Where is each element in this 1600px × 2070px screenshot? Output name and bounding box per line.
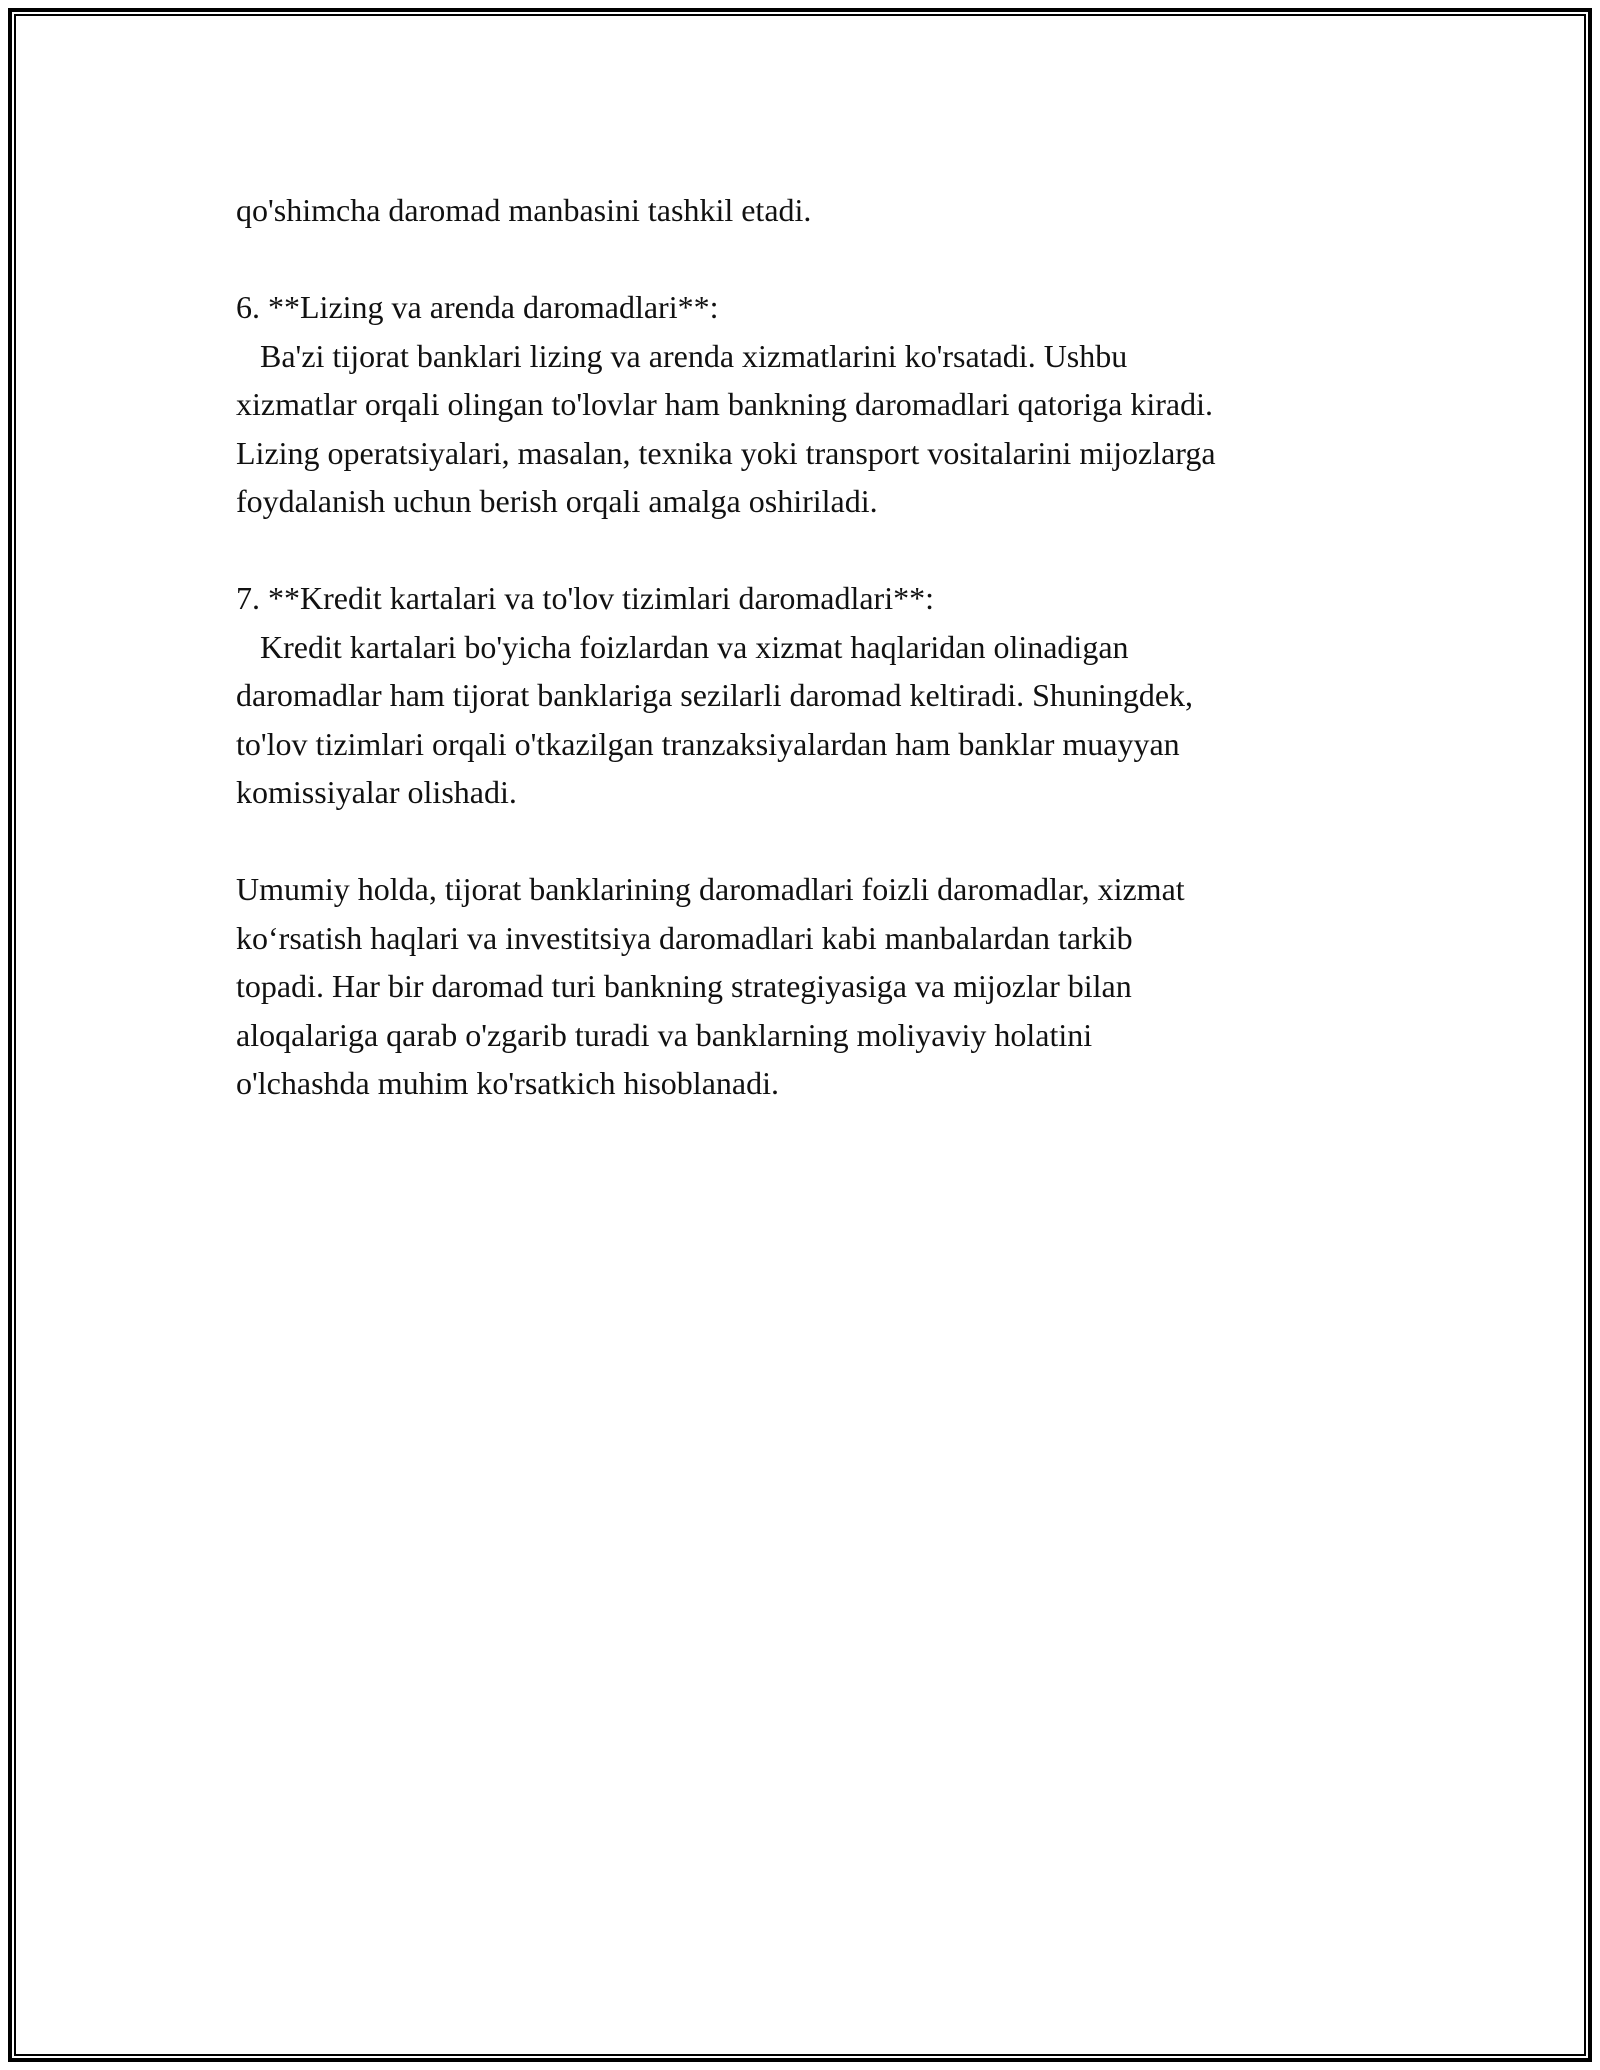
conclusion-paragraph	[236, 865, 1386, 1108]
paragraph-line: xizmatlar orqali olingan to'lovlar ham bankning daromadlari qatoriga kiradi.	[236, 386, 1214, 422]
paragraph-gap	[236, 817, 1386, 866]
paragraph-line: foydalanish uchun berish orqali amalga oshiriladi.	[236, 483, 878, 519]
paragraph-line: komissiyalar olishadi.	[236, 774, 517, 810]
paragraph-line: topadi. Har bir daromad turi bankning strategiyasiga va mijozlar bilan	[236, 968, 1132, 1004]
paragraph-line: Ba'zi tijorat banklari lizing va arenda xizmatlarini ko'rsatadi. Ushbu	[236, 337, 1128, 374]
paragraph-line: Lizing operatsiyalari, masalan, texnika yoki transport vositalarini mijozlarga	[236, 434, 1216, 471]
paragraph-gap	[236, 235, 1386, 284]
section-6	[236, 283, 1386, 526]
intro-paragraph	[236, 186, 1386, 235]
paragraph-line: qo'shimcha daromad manbasini tashkil etadi.	[236, 192, 812, 228]
paragraph-line: ko‘rsatish haqlari va investitsiya daromadlari kabi manbalardan tarkib	[236, 919, 1133, 956]
paragraph-line: aloqalariga qarab o'zgarib turadi va banklarning moliyaviy holatini	[236, 1016, 1093, 1053]
section-6-heading: 6. **Lizing va arenda daromadlari**:	[236, 289, 719, 325]
section-7-heading: 7. **Kredit kartalari va to'lov tizimlari daromadlari**:	[236, 580, 934, 616]
paragraph-line: Umumiy holda, tijorat banklarining daromadlari foizli daromadlar, xizmat	[236, 871, 1185, 907]
paragraph-gap	[236, 526, 1386, 575]
paragraph-line: daromadlar ham tijorat banklariga sezilarli daromad keltiradi. Shuningdek,	[236, 677, 1194, 713]
section-7	[236, 574, 1386, 817]
paragraph-line: Kredit kartalari bo'yicha foizlardan va xizmat haqlaridan olinadigan	[236, 628, 1129, 665]
document-body	[236, 186, 1386, 1108]
paragraph-line: o'lchashda muhim ko'rsatkich hisoblanadi.	[236, 1065, 779, 1101]
paragraph-line: to'lov tizimlari orqali o'tkazilgan tranzaksiyalardan ham banklar muayyan	[236, 725, 1180, 762]
